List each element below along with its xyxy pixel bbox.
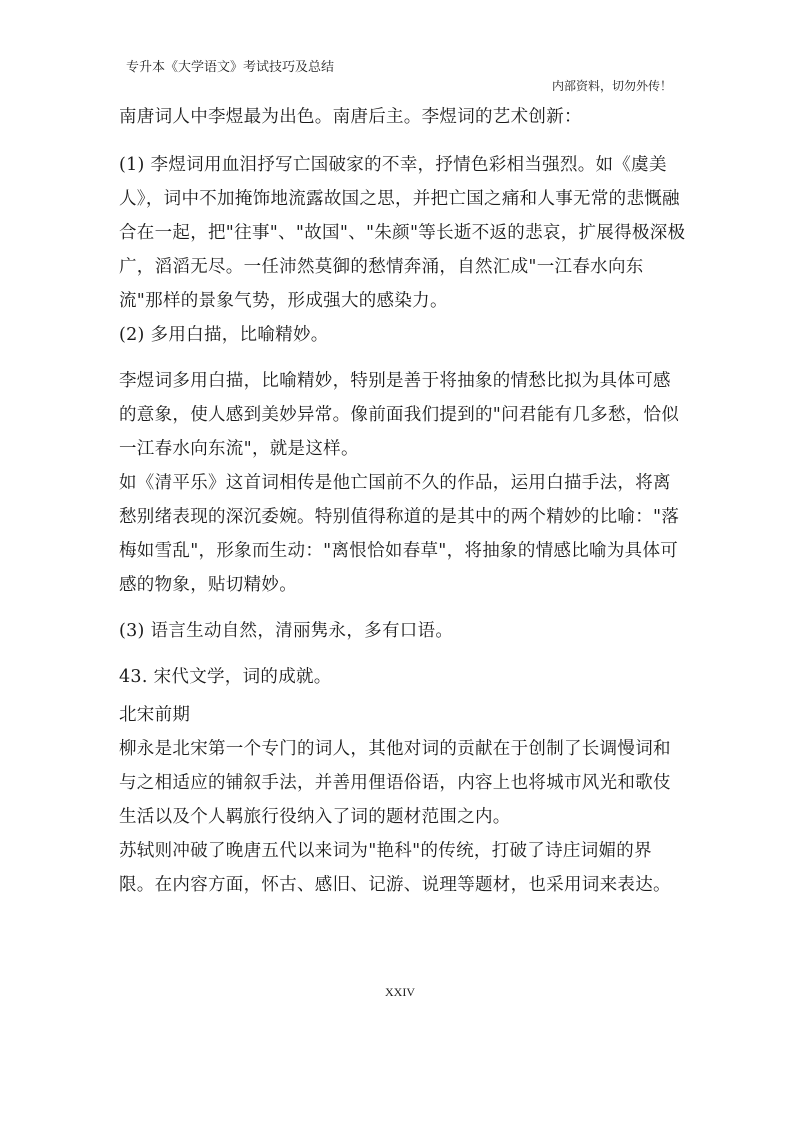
paragraph-point-3: (3) 语言生动自然，清丽隽永，多有口语。 (119, 621, 454, 641)
paragraph-liu-yong: 柳永是北宋第一个专门的词人，其他对词的贡献在于创制了长调慢词和与之相适应的铺叙手法，并善用俚语俗语，内容上也将城市风光和歌伎生活以及个人羁旅行役纳入了词的题材范围之内。 (119, 739, 671, 827)
document-header-title: 专升本《大学语文》考试技巧及总结 (126, 60, 335, 75)
paragraph-su-shi: 苏轼则冲破了晚唐五代以来词为"艳科"的传统，打破了诗庄词媚的界限。在内容方面，怀古、感旧、记游、说理等题材，也采用词来表达。 (119, 841, 671, 895)
paragraph-qingpingle: 如《清平乐》这首词相传是他亡国前不久的作品，运用白描手法，将离愁别绪表现的深沉委婉。特别值得称道的是其中的两个精妙的比喻："落梅如雪乱"，形象而生动："离恨恰如春草"，将抽象的情感比喻为具体可感的物象，贴切精妙。 (119, 473, 680, 595)
paragraph-point-2-heading: (2) 多用白描，比喻精妙。 (119, 325, 329, 345)
section-heading-43: 43. 宋代文学，词的成就。 (119, 667, 332, 687)
paragraph-point-2-detail: 李煜词多用白描，比喻精妙，特别是善于将抽象的情愁比拟为具体可感的意象，使人感到美妙异常。像前面我们提到的"问君能有几多愁，恰似一江春水向东流"，就是这样。 (119, 371, 680, 459)
document-body (119, 96, 687, 902)
subheading-early-northern-song: 北宋前期 (119, 705, 191, 725)
page-number: XXIV (385, 985, 415, 999)
document-header-notice: 内部资料，切勿外传！ (551, 79, 672, 93)
paragraph-point-1: (1) 李煜词用血泪抒写亡国破家的不幸，抒情色彩相当强烈。如《虞美人》，词中不加掩饰地流露故国之思，并把亡国之痛和人事无常的悲慨融合在一起，把"往事"、"故国"、"朱颜"等长逝不返的悲哀，扩展得极深极广，滔滔无尽。一任沛然莫御的愁情奔涌，自然汇成"一江春水向东流"那样的景象气势，形成强大的感染力。 (119, 155, 686, 311)
paragraph-intro: 南唐词人中李煜最为出色。南唐后主。李煜词的艺术创新： (119, 107, 582, 127)
